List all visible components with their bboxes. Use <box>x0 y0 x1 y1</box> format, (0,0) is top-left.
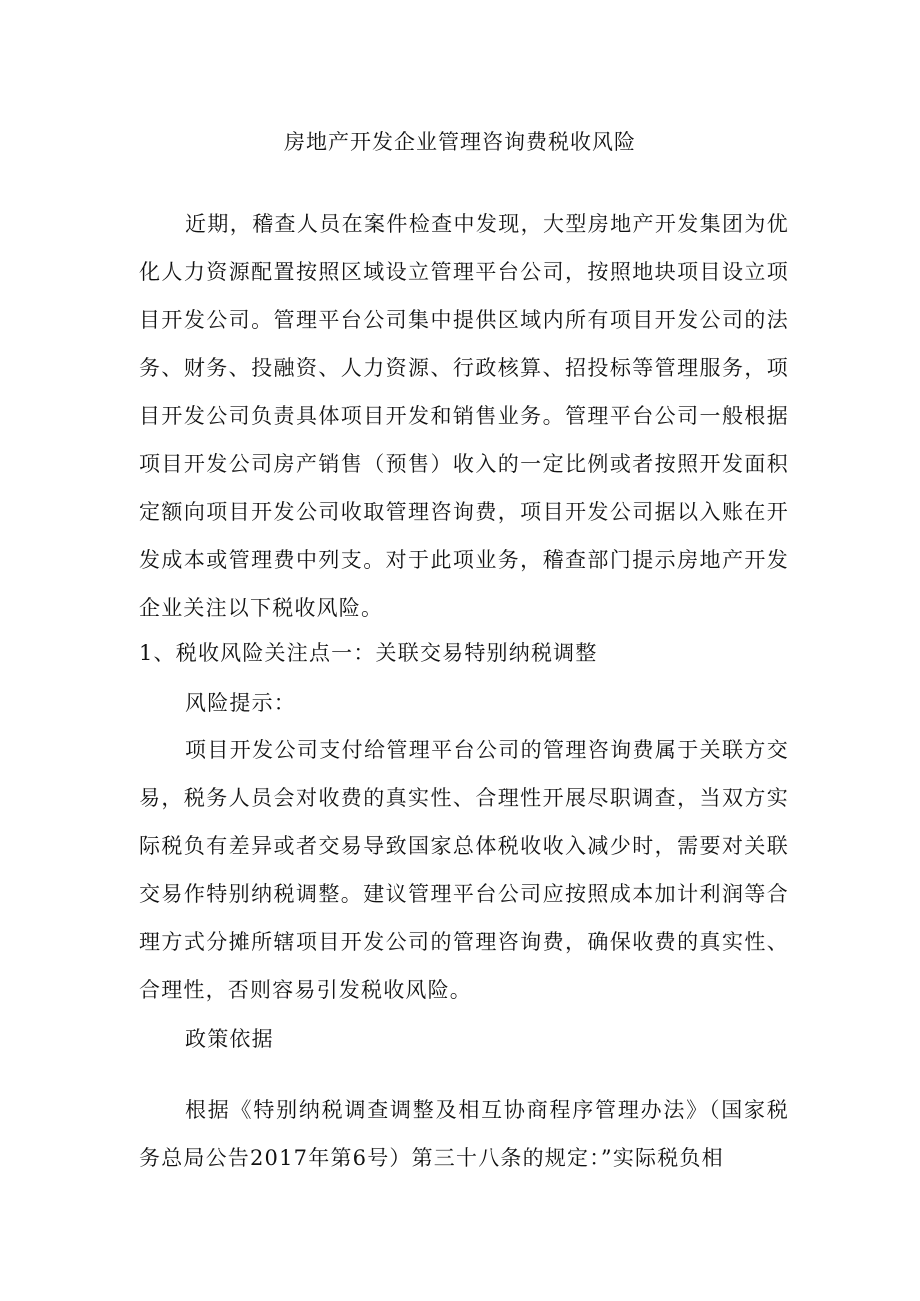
section-1-heading: 1、税收风险关注点一：关联交易特别纳税调整 <box>139 641 598 665</box>
policy-paragraph: 根据《特别纳税调查调整及相互协商程序管理办法》（国家税务总局公告2017年第6号）第三十八条的规定：”实际税负相 <box>139 1098 789 1170</box>
document-title: 房地产开发企业管理咨询费税收风险 <box>284 130 636 154</box>
risk-tip-label: 风险提示： <box>185 691 296 715</box>
intro-paragraph: 近期，稽查人员在案件检查中发现，大型房地产开发集团为优化人力资源配置按照区域设立管理平台公司，按照地块项目设立项目开发公司。管理平台公司集中提供区域内所有项目开发公司的法务、财务、投融资、人力资源、行政核算、招投标等管理服务，项目开发公司负责具体项目开发和销售业务。管理平台公司一般根据项目开发公司房产销售（预售）收入的一定比例或者按照开发面积定额向项目开发公司收取管理咨询费，项目开发公司据以入账在开发成本或管理费中列支。对于此项业务，稽查部门提示房地产开发企业关注以下税收风险。 <box>139 212 789 620</box>
policy-basis-label: 政策依据 <box>185 1027 274 1051</box>
risk-tip-paragraph: 项目开发公司支付给管理平台公司的管理咨询费属于关联方交易，税务人员会对收费的真实性、合理性开展尽职调查，当双方实际税负有差异或者交易导致国家总体税收收入减少时，需要对关联交易作特别纳税调整。建议管理平台公司应按照成本加计利润等合理方式分摊所辖项目开发公司的管理咨询费，确保收费的真实性、合理性，否则容易引发税收风险。 <box>139 738 789 1002</box>
